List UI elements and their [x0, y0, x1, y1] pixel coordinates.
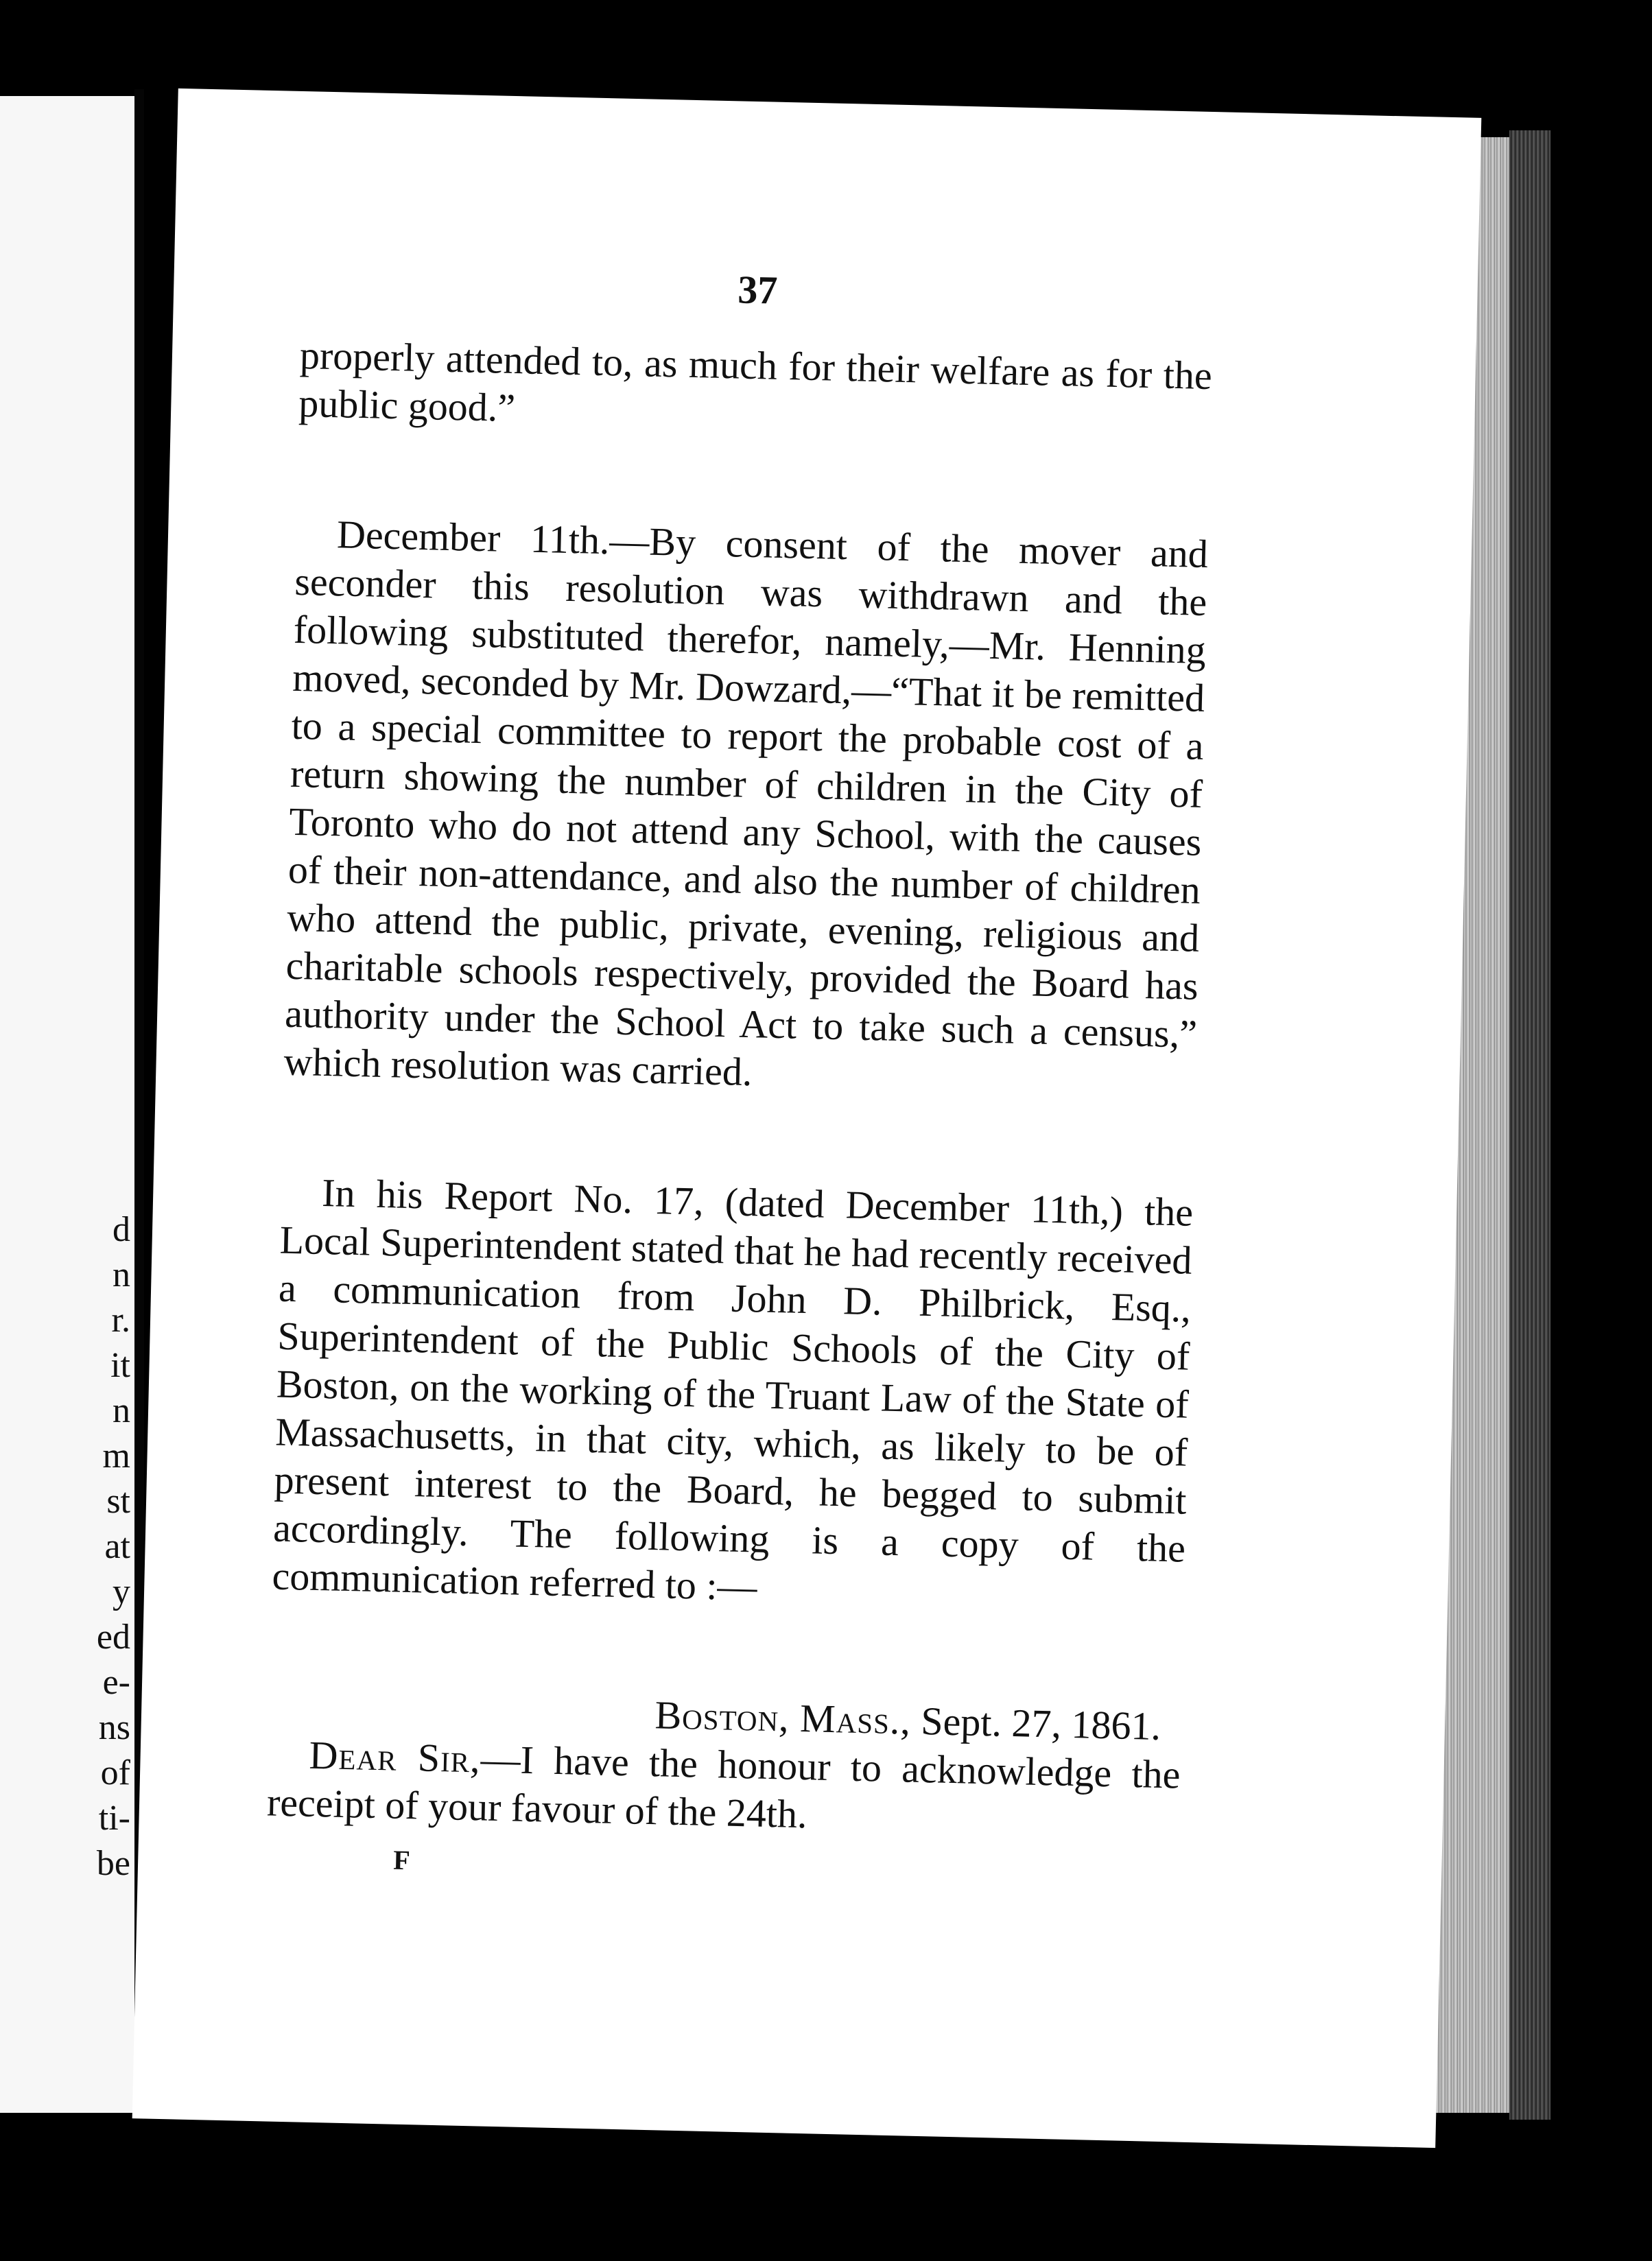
margin-fragment: d — [113, 1210, 130, 1249]
margin-fragment: be — [96, 1844, 130, 1883]
letter-salutation: Dear Sir, — [309, 1732, 482, 1781]
margin-fragment: at — [104, 1527, 130, 1566]
margin-fragment: m — [102, 1436, 130, 1476]
page-number: 37 — [737, 267, 779, 313]
margin-fragment: r. — [111, 1301, 130, 1340]
page-text — [266, 256, 1214, 1902]
book-page — [132, 88, 1482, 2148]
margin-fragment: ed — [96, 1618, 130, 1657]
paragraph-continuation: properly attended to, as much for their welfare as for the public good.” — [298, 332, 1213, 431]
margin-fragment: st — [106, 1482, 130, 1521]
dateline-date: Sept. 27, 1861. — [920, 1698, 1161, 1749]
book-edge-shadow — [1509, 130, 1550, 2120]
facing-page-fragment — [0, 96, 137, 2113]
margin-fragment: n — [113, 1255, 130, 1294]
margin-fragment: ti- — [98, 1799, 130, 1838]
margin-fragment: it — [110, 1346, 130, 1385]
letter-opening — [266, 1730, 1181, 1847]
dateline-place: Boston, Mass., — [654, 1692, 912, 1743]
margin-fragment: n — [113, 1391, 130, 1430]
letter-body: —I have the honour to acknowledge the receipt of your favour of the 24th. — [266, 1736, 1181, 1837]
facing-page-margin-text — [0, 1207, 130, 1886]
paragraph-report-17: In his Report No. 17, (dated December 11th,) the Local Superintendent stated that he had recently received a communication from John D. Philbrick, Esq., Superintendent of the Public Schools of the City of Boston, on the working of the Truant Law of the State of Massachusetts, in that city, which, as likely to be of present interest to the Board, he begged to submit accordingly. The following is a copy of the communication referred to :— — [271, 1170, 1194, 1609]
margin-fragment: ns — [98, 1708, 130, 1747]
signature-mark: F — [392, 1844, 411, 1876]
margin-fragment: of — [100, 1753, 130, 1792]
margin-fragment: y — [113, 1572, 130, 1611]
paragraph-december-11th: December 11th.—By consent of the mover and seconder this resolution was withdrawn and the following substituted therefor, namely,—Mr. Henning moved, seconded by Mr. Dowzard,—“That it be remitted to a special committee to report the probable cost of a return showing the number of children in the City of Toronto who do not attend any School, with the causes of their non-attendance, and also the number of children who attend the public, private, evening, religious and charitable schools respectively, provided the Board has authority under the School Act to take such a census,” which resolution was carried. — [283, 512, 1209, 1095]
margin-fragment: e- — [102, 1663, 130, 1702]
